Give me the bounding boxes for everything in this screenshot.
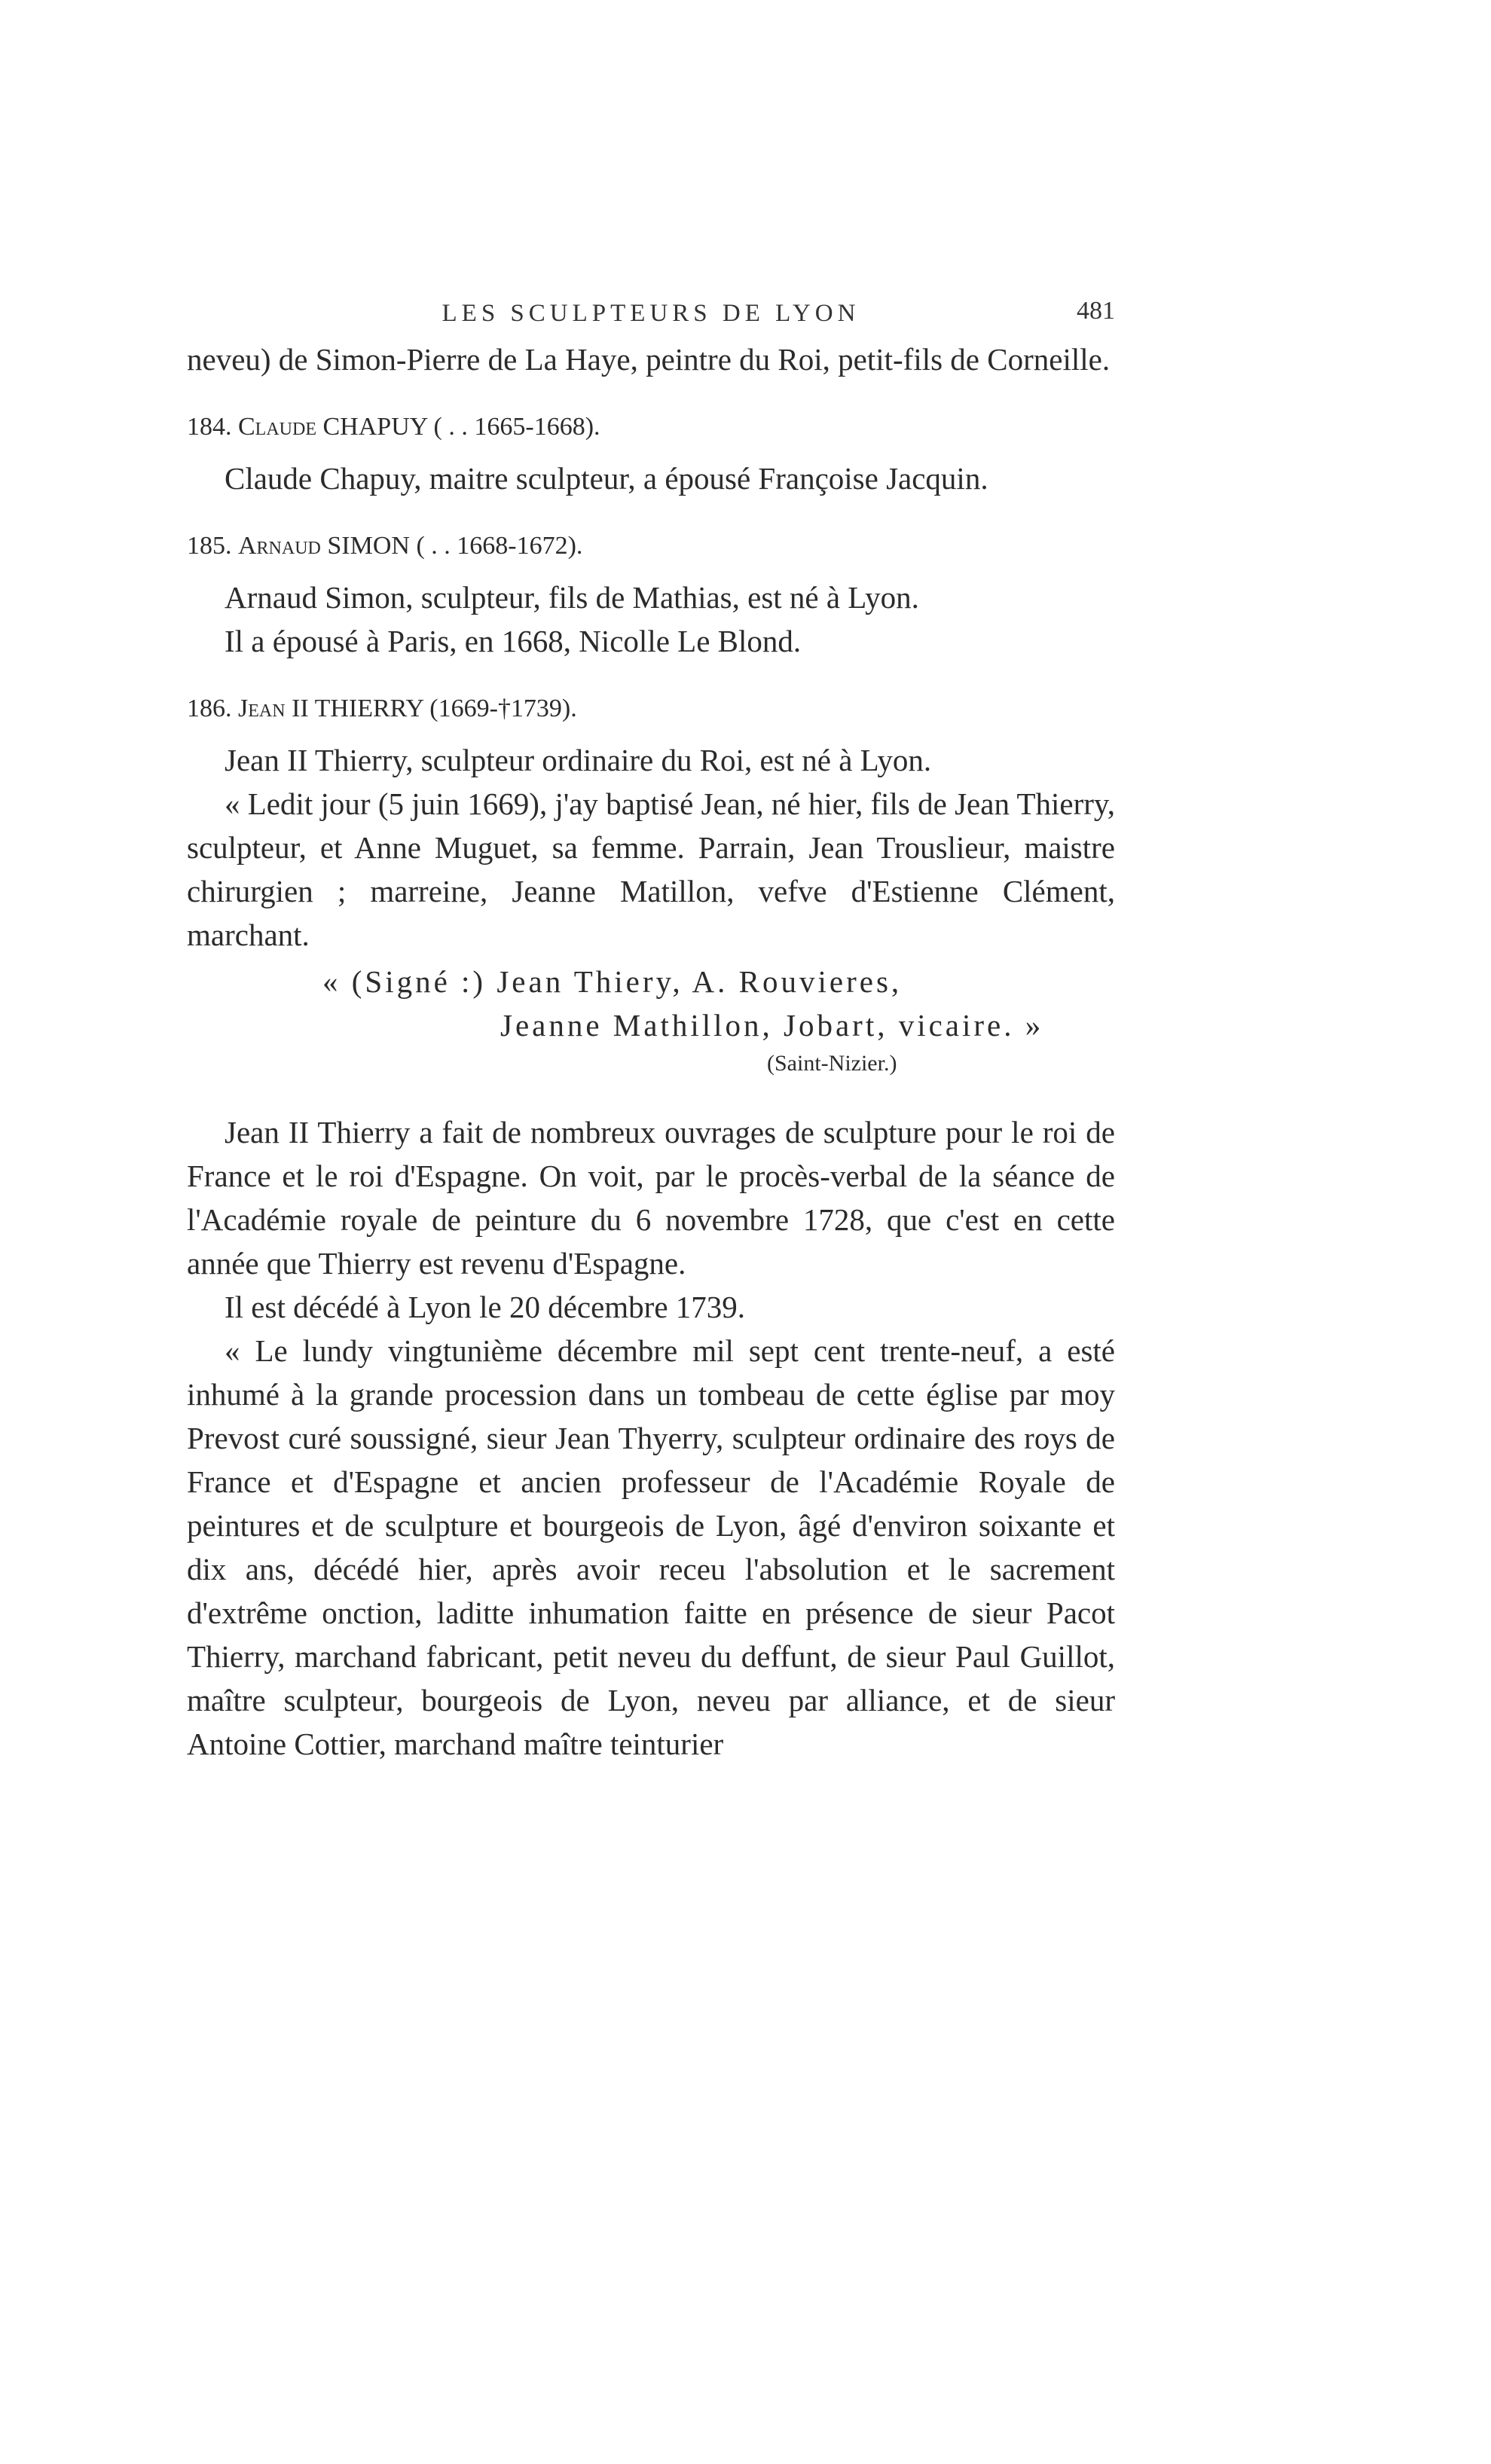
entry-186-paragraph-2: « Ledit jour (5 juin 1669), j'ay baptisé Jean, né hier, fils de Jean Thierry, sculpteur, et Anne Muguet, sa femme. Parrain, Jean Trouslieur, maistre chirurgien ; marreine, Jeanne Matillon, vefve d'Estienne Clément, marchant. bbox=[187, 786, 1115, 952]
entry-185-paragraph-1: Arnaud Simon, sculpteur, fils de Mathias, est né à Lyon. bbox=[225, 580, 919, 615]
entry-last-name: SIMON bbox=[327, 532, 410, 560]
entry-dates: ( . . 1668-1672). bbox=[416, 532, 583, 560]
signature-line-1: « (Signé :) Jean Thiery, A. Rouvieres, bbox=[322, 964, 903, 999]
intro-paragraph: neveu) de Simon-Pierre de La Haye, peintre du Roi, petit-fils de Corneille. bbox=[187, 342, 1111, 377]
entry-184-paragraph: Claude Chapuy, maitre sculpteur, a épousé Françoise Jacquin. bbox=[225, 461, 988, 496]
running-title: LES SCULPTEURS DE LYON bbox=[441, 300, 860, 327]
page-number: 481 bbox=[1077, 297, 1115, 325]
entry-heading-184 bbox=[187, 410, 1115, 444]
entry-heading-185 bbox=[187, 529, 1115, 563]
signature-line-2: Jeanne Mathillon, Jobart, vicaire. » bbox=[500, 1008, 1044, 1043]
entry-number: 184. bbox=[187, 413, 232, 441]
book-page bbox=[187, 292, 1115, 1766]
signature-source: (Saint-Nizier.) bbox=[767, 1051, 897, 1076]
entry-186-paragraph-4: Il est décédé à Lyon le 20 décembre 1739. bbox=[225, 1290, 746, 1324]
entry-first-name: Jean bbox=[238, 695, 286, 722]
entry-186-paragraph-1: Jean II Thierry, sculpteur ordinaire du Roi, est né à Lyon. bbox=[225, 743, 932, 777]
entry-dates: (1669-†1739). bbox=[429, 695, 577, 722]
entry-number: 185. bbox=[187, 532, 232, 560]
entry-first-name: Claude bbox=[238, 413, 316, 441]
entry-186-paragraph-5: « Le lundy vingtunième décembre mil sept cent trente-neuf, a esté inhumé à la grande procession dans un tombeau de cette église par moy Prevost curé soussigné, sieur Jean Thyerry, sculpteur ordinaire des roys de France et d'Espagne et ancien professeur de l'Académie Royale de peintures et de sculpture et bourgeois de Lyon, âgé d'environ soixante et dix ans, décédé hier, après avoir receu l'absolution et le sacrement d'extrême onction, laditte inhumation faitte en présence de sieur Pacot Thierry, marchand fabricant, petit neveu du deffunt, de sieur Paul Guillot, maître sculpteur, bourgeois de Lyon, neveu par alliance, et de sieur Antoine Cottier, marchand maître teinturier bbox=[187, 1333, 1115, 1761]
entry-dates: ( . . 1665-1668). bbox=[433, 413, 600, 441]
entry-number: 186. bbox=[187, 695, 232, 722]
entry-first-name: Arnaud bbox=[238, 532, 321, 560]
entry-185-paragraph-2: Il a épousé à Paris, en 1668, Nicolle Le Blond. bbox=[225, 624, 802, 658]
entry-last-name: II THIERRY bbox=[292, 695, 423, 722]
entry-heading-186 bbox=[187, 692, 1115, 726]
entry-last-name: CHAPUY bbox=[322, 413, 428, 441]
running-head bbox=[187, 292, 1115, 337]
entry-186-paragraph-3: Jean II Thierry a fait de nombreux ouvrages de sculpture pour le roi de France et le roi d'Espagne. On voit, par le procès-verbal de la séance de l'Académie royale de peinture du 6 novembre 1728, que c'est en cette année que Thierry est revenu d'Espagne. bbox=[187, 1115, 1115, 1281]
